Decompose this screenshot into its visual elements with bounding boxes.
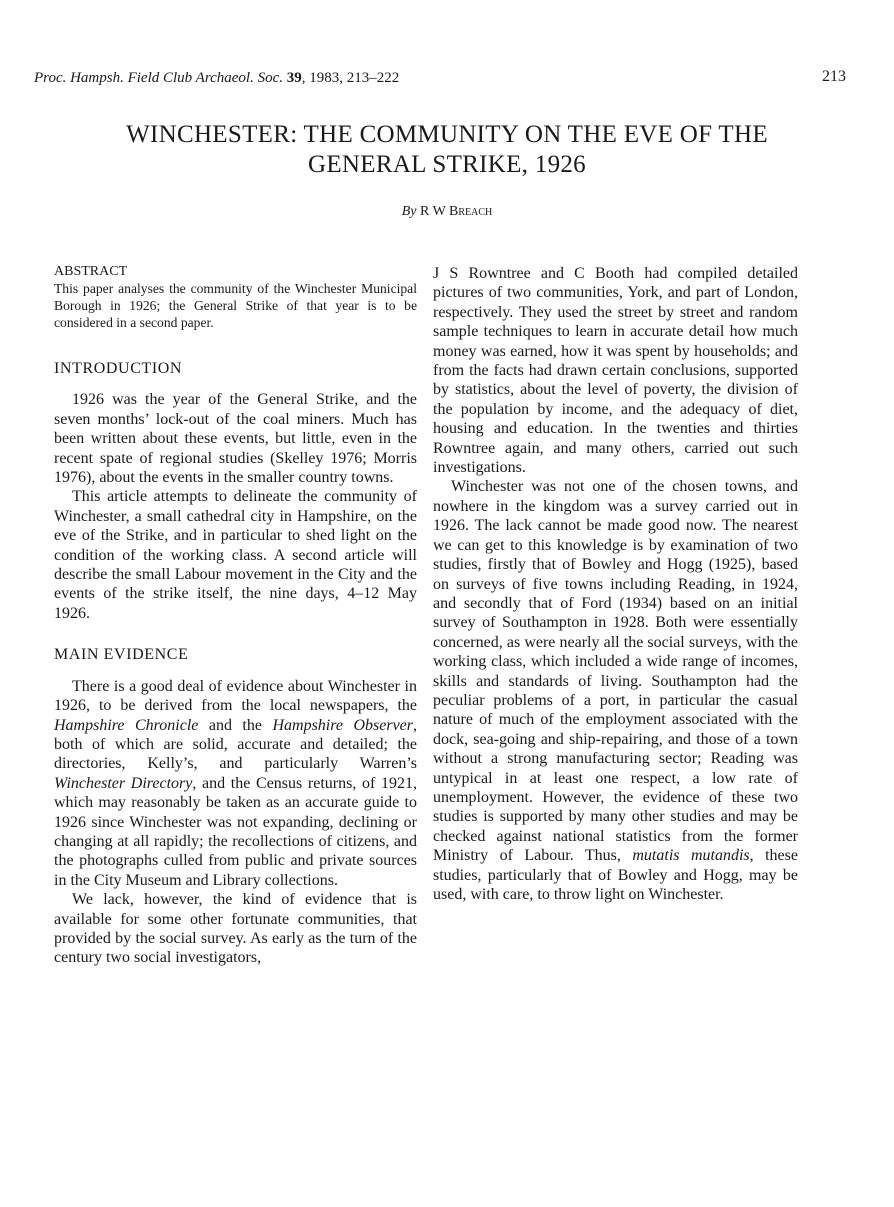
text-run: , these studies, particularly that of Bowley and Hogg, may be used, with care, to throw light on Winchester.: [433, 847, 798, 903]
journal-name: Proc. Hampsh. Field Club Archaeol. Soc.: [34, 70, 283, 86]
hampshire-chronicle-title: Hampshire Chronicle: [54, 716, 199, 734]
article-title-line-1: WINCHESTER: THE COMMUNITY ON THE EVE OF THE: [126, 121, 768, 148]
introduction-heading: INTRODUCTION: [54, 360, 183, 377]
left-column: [54, 264, 417, 968]
text-run: Winchester was not one of the chosen towns, and nowhere in the kingdom was a survey carried out in 1926. The lack cannot be made good now. The nearest we can get to this knowledge is by examination of two studies, firstly that of Bowley and Hogg (1925), based on surveys of five towns including Reading, in 1924, and secondly that of Ford (1934) based on an initial survey of Southampton in 1928. Both were essentially concerned, as were nearly all the social surveys, with the working class, which included a wide range of incomes, skills and standards of living. Southampton had the peculiar problems of a port, in particular the casual nature of much of the employment associated with the dock, sea-going and ship-repairing, and those of a town without a strong manufacturing sector; Reading was untypical in at least one respect, a low rate of unemployment. However, the evidence of these two studies is supported by many other studies and may be checked against national statistics from the former Ministry of Labour. Thus,: [433, 478, 798, 865]
hampshire-observer-title: Hampshire Observer: [272, 716, 413, 734]
byline-by: By: [401, 204, 417, 219]
journal-year-pages: , 1983, 213–222: [301, 70, 400, 86]
page-number: 213: [822, 68, 846, 85]
byline: [40, 204, 854, 220]
right-paragraph-1: J S Rowntree and C Booth had compiled detailed pictures of two communities, York, and part of London, respectively. They used the street by street and random sample techniques to learn in accurate detail how much money was earned, how it was spent by households; and from the facts had drawn certain conclusions, supported by statistics, about the level of poverty, the division of the population by income, and the adequacy of diet, housing and education. In the twenties and thirties Rowntree again, and many others, carried out such investigations.: [433, 265, 798, 477]
section-gap: [54, 623, 417, 645]
article-title-line-2: GENERAL STRIKE, 1926: [308, 151, 586, 178]
introduction-paragraph-1: 1926 was the year of the General Strike, and the seven months’ lock-out of the coal miners. Much has been written about these events, but little, even in the recent spate of regional studies (Skelley 1976; Morris 1976), about the events in the smaller country towns.: [54, 391, 417, 487]
right-paragraph-2: [433, 477, 798, 904]
author-name: R W Breach: [419, 204, 493, 219]
mutatis-mutandis: mutatis mutandis: [632, 847, 750, 865]
introduction-paragraph-2: This article attempts to delineate the community of Winchester, a small cathedral city in Hampshire, on the eve of the Strike, and in particular to shed light on the condition of the working class. A second article will describe the small Labour movement in the City and the events of the strike itself, the nine days, 4–12 May 1926.: [54, 488, 417, 622]
main-evidence-heading: MAIN EVIDENCE: [54, 646, 189, 664]
abstract-heading: ABSTRACT: [54, 264, 128, 279]
winchester-directory-title: Winchester Directory: [54, 774, 193, 792]
main-evidence-paragraph-1: [54, 677, 417, 890]
journal-volume: 39: [286, 70, 302, 86]
abstract-text: This paper analyses the community of the Winchester Municipal Borough in 1926; the General Strike of that year is to be considered in a second paper.: [54, 281, 417, 330]
text-run: , both of which are solid, accurate and detailed; the directories, Kelly’s, and particularly Warren’s: [54, 716, 417, 773]
text-run: There is a good deal of evidence about Winchester in 1926, to be derived from the local newspapers, the: [54, 677, 417, 715]
right-column: [433, 264, 798, 904]
text-run: , and the Census returns, of 1921, which may reasonably be taken as an accurate guide to 1926 since Winchester was not expanding, declining or changing at all rapidly; the recollections of citizens, and the photographs culled from public and private sources in the City Museum and Library collections.: [54, 774, 417, 889]
text-run: and the: [198, 716, 273, 734]
journal-citation: [34, 70, 399, 87]
main-evidence-paragraph-2: We lack, however, the kind of evidence that is available for some other fortunate communities, that provided by the social survey. As early as the turn of the century two social investigators,: [54, 891, 417, 967]
article-title: [40, 120, 854, 180]
